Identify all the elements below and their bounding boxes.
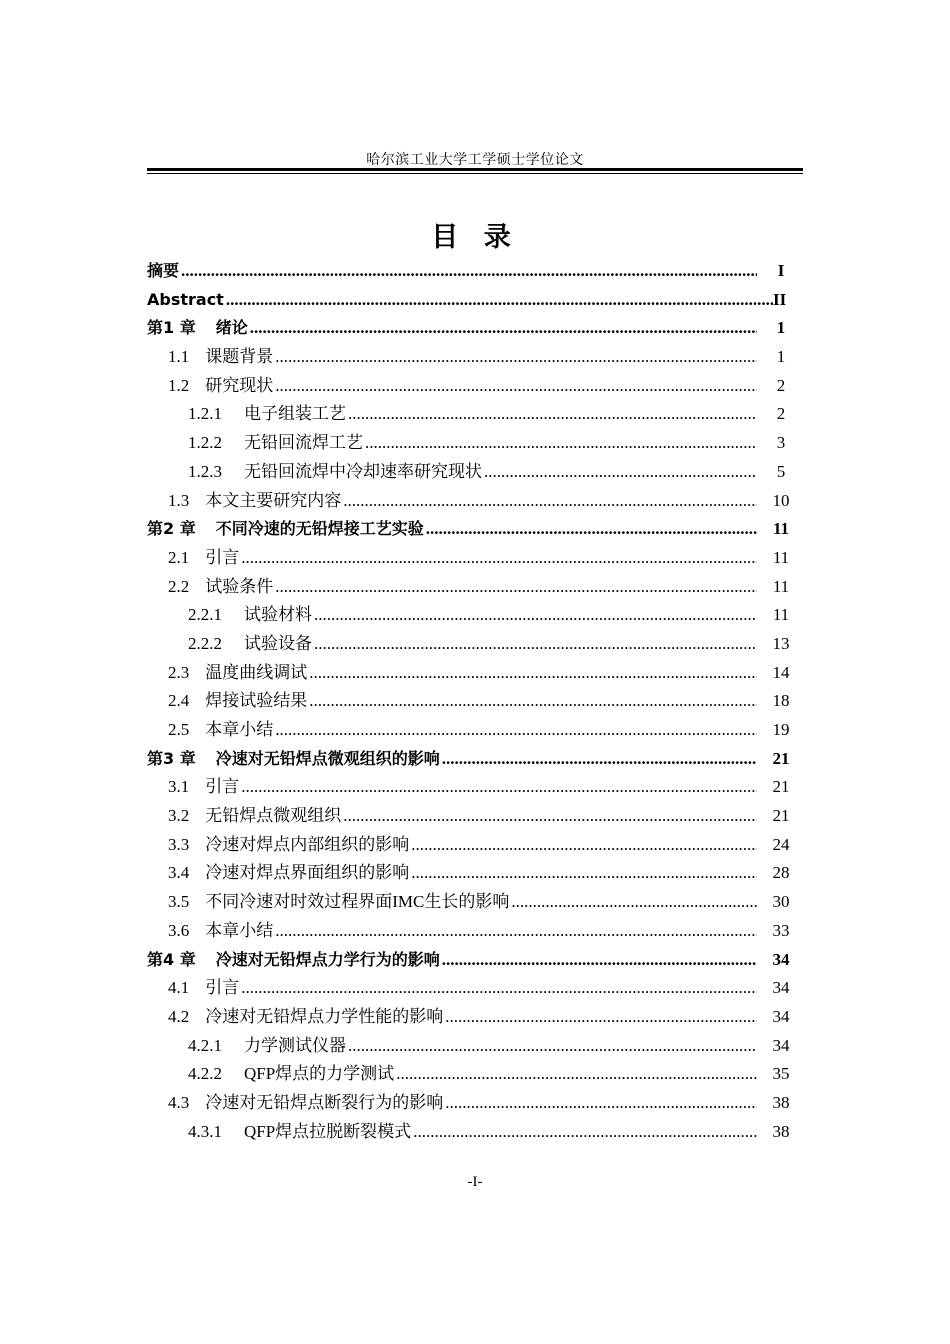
toc-entry-label: 无铅回流焊工艺 xyxy=(244,433,363,453)
toc-entry-number: 2.5 xyxy=(168,720,190,739)
toc-entry[interactable] xyxy=(147,372,803,401)
toc-leader-dots xyxy=(250,314,757,343)
toc-entry-label: 引言 xyxy=(205,978,240,998)
toc-entry-label: 冷速对无铅焊点微观组织的影响 xyxy=(215,748,440,768)
toc-entry-label: QFP焊点的力学测试 xyxy=(244,1064,395,1084)
toc-entry-page: 13 xyxy=(772,633,790,653)
toc-leader-dots xyxy=(226,286,773,315)
toc-entry-label: 研究现状 xyxy=(205,375,274,395)
toc-entry-page: 11 xyxy=(772,547,790,567)
toc-entry-number: 4.2.1 xyxy=(188,1035,222,1055)
toc-entry-number: 第4 章 xyxy=(147,949,196,969)
header-rule-thin xyxy=(147,173,803,174)
toc-entry-page: 21 xyxy=(772,777,790,797)
toc-entry[interactable] xyxy=(147,1118,803,1147)
toc-entry-page: 21 xyxy=(772,806,790,826)
toc-entry-number: 4.3.1 xyxy=(188,1121,222,1141)
toc-entry-label: 引言 xyxy=(205,547,240,567)
toc-entry-label: 无铅焊点微观组织 xyxy=(205,806,342,826)
toc-leader-dots xyxy=(275,917,757,946)
toc-entry-number: 4.3 xyxy=(168,1092,190,1112)
toc-entry-page: 21 xyxy=(772,748,790,768)
toc-entry[interactable] xyxy=(147,286,803,315)
toc-entry-number: 1.1 xyxy=(168,347,190,367)
toc-entry-number: 1.2.1 xyxy=(188,404,222,424)
toc-entry-number: 2.1 xyxy=(168,547,190,567)
toc-entry-number: 1.2.2 xyxy=(188,433,222,453)
toc-entry-number: 2.2 xyxy=(168,576,190,596)
toc-entry[interactable] xyxy=(147,831,803,860)
toc-entry-label: 本章小结 xyxy=(205,920,274,940)
toc-leader-dots xyxy=(442,946,757,975)
toc-leader-dots xyxy=(343,802,757,831)
toc-entry-page: 3 xyxy=(776,433,786,453)
toc-entry[interactable] xyxy=(147,802,803,831)
toc-entry-number: 2.2.2 xyxy=(188,633,222,653)
toc-entry-label: 课题背景 xyxy=(205,347,274,367)
toc-entry-page: 1 xyxy=(776,347,786,367)
toc-entry-number: 第3 章 xyxy=(147,748,196,768)
toc-entry-label: 不同冷速的无铅焊接工艺实验 xyxy=(215,519,424,539)
toc-entry[interactable] xyxy=(147,257,803,286)
toc-entry-label: 冷速对无铅焊点力学行为的影响 xyxy=(215,949,440,969)
toc-entry-label: 电子组装工艺 xyxy=(244,404,346,424)
toc-entry[interactable] xyxy=(147,314,803,343)
toc-entry-number: 4.1 xyxy=(168,978,190,998)
toc-entry[interactable] xyxy=(147,573,803,602)
toc-entry-page: I xyxy=(777,261,785,280)
toc-entry-label: 引言 xyxy=(205,777,240,797)
toc-entry[interactable] xyxy=(147,859,803,888)
toc-entry[interactable] xyxy=(147,773,803,802)
toc-entry-label: 力学测试仪器 xyxy=(244,1035,346,1055)
toc-entry[interactable] xyxy=(147,458,803,487)
toc-entry-number: 1.2.3 xyxy=(188,461,222,481)
toc-entry[interactable] xyxy=(147,687,803,716)
toc-leader-dots xyxy=(241,544,757,573)
toc-entry-page: 11 xyxy=(772,576,790,596)
toc-entry-label: 冷速对焊点内部组织的影响 xyxy=(205,834,410,854)
toc-entry-number: 第1 章 xyxy=(147,318,196,338)
toc-leader-dots xyxy=(445,1089,757,1118)
toc-leader-dots xyxy=(348,1032,757,1061)
toc-entry[interactable] xyxy=(147,974,803,1003)
toc-entry-page: 2 xyxy=(776,375,786,395)
toc-entry[interactable] xyxy=(147,429,803,458)
toc-leader-dots xyxy=(442,745,757,774)
toc-entry-label: 试验设备 xyxy=(244,633,312,653)
toc-entry-label: 摘要 xyxy=(147,261,180,280)
toc-leader-dots xyxy=(241,974,757,1003)
toc-entry[interactable] xyxy=(147,343,803,372)
toc-entry-label: 试验材料 xyxy=(244,605,312,625)
toc-entry[interactable] xyxy=(147,946,803,975)
toc-entry[interactable] xyxy=(147,1032,803,1061)
toc-entry-page: 34 xyxy=(772,1035,790,1055)
toc-leader-dots xyxy=(314,630,757,659)
toc-entry-label: 冷速对无铅焊点力学性能的影响 xyxy=(205,1006,444,1026)
toc-entry-page: 38 xyxy=(772,1121,790,1141)
toc-entry-page: 28 xyxy=(772,863,790,883)
toc-entry-number: 1.3 xyxy=(168,490,190,510)
toc-leader-dots xyxy=(396,1060,757,1089)
running-header: 哈尔滨工业大学工学硕士学位论文 xyxy=(366,153,584,168)
toc-entry[interactable] xyxy=(147,544,803,573)
toc-entry-label: 无铅回流焊中冷却速率研究现状 xyxy=(244,461,482,481)
toc-entry-number: 3.4 xyxy=(168,863,190,883)
toc-entry-number: 4.2 xyxy=(168,1006,190,1026)
toc-entry-label: 绪论 xyxy=(215,318,248,338)
toc-entry-page: 10 xyxy=(772,490,790,510)
toc-entry-page: 11 xyxy=(772,605,790,625)
toc-entry-number: 3.3 xyxy=(168,834,190,854)
toc-entry-number: 3.6 xyxy=(168,920,190,940)
toc-entry[interactable] xyxy=(147,716,803,745)
toc-leader-dots xyxy=(411,859,757,888)
toc-entry-page: 34 xyxy=(772,949,790,969)
toc-leader-dots xyxy=(309,687,757,716)
toc-leader-dots xyxy=(348,400,757,429)
toc-entry-page: 14 xyxy=(772,662,790,682)
toc-leader-dots xyxy=(445,1003,757,1032)
toc-entry-page: 35 xyxy=(772,1064,790,1084)
toc-entry-label: 冷速对无铅焊点断裂行为的影响 xyxy=(205,1092,444,1112)
toc-entry-page: 19 xyxy=(772,720,790,739)
toc-entry[interactable] xyxy=(147,601,803,630)
toc-entry-number: 第2 章 xyxy=(147,519,196,539)
toc-entry[interactable] xyxy=(147,888,803,917)
toc-entry-number: 1.2 xyxy=(168,375,190,395)
toc-entry-number: 4.2.2 xyxy=(188,1064,222,1084)
toc-leader-dots xyxy=(511,888,757,917)
toc-entry[interactable] xyxy=(147,659,803,688)
toc-leader-dots xyxy=(484,458,757,487)
toc-entry[interactable] xyxy=(147,1060,803,1089)
page-number: -I- xyxy=(467,1174,483,1190)
toc-leader-dots xyxy=(241,773,757,802)
toc-leader-dots xyxy=(411,831,757,860)
toc-leader-dots xyxy=(275,716,757,745)
toc-entry-label: 不同冷速对时效过程界面IMC生长的影响 xyxy=(205,892,510,912)
toc-entry-label: QFP焊点拉脱断裂模式 xyxy=(244,1121,412,1141)
toc-entry[interactable] xyxy=(147,630,803,659)
toc-entry-page: 1 xyxy=(776,318,786,338)
toc-entry[interactable] xyxy=(147,745,803,774)
toc-entry[interactable] xyxy=(147,1089,803,1118)
toc-entry[interactable] xyxy=(147,487,803,516)
toc-leader-dots xyxy=(275,372,757,401)
toc-entry-page: 18 xyxy=(772,691,790,711)
toc-entry-page: 5 xyxy=(776,461,786,481)
toc-entry[interactable] xyxy=(147,1003,803,1032)
toc-entry-label: 本章小结 xyxy=(205,720,274,739)
toc-leader-dots xyxy=(309,659,757,688)
toc-title: 目 录 xyxy=(431,222,519,253)
toc-leader-dots xyxy=(343,487,757,516)
toc-entry-number: 2.2.1 xyxy=(188,605,222,625)
toc-leader-dots xyxy=(314,601,757,630)
toc-leader-dots xyxy=(426,515,757,544)
toc-entry-label: 冷速对焊点界面组织的影响 xyxy=(205,863,410,883)
toc-entry-number: 3.2 xyxy=(168,806,190,826)
toc-leader-dots xyxy=(275,573,757,602)
toc-leader-dots xyxy=(181,257,757,286)
toc-entry-page: 33 xyxy=(772,920,790,940)
toc-entry-number: 2.4 xyxy=(168,691,190,711)
toc-entry-number: 2.3 xyxy=(168,662,190,682)
toc-entry-label: 本文主要研究内容 xyxy=(205,490,342,510)
toc-entry-page: II xyxy=(773,289,787,309)
toc-entry-page: 24 xyxy=(772,834,790,854)
toc-entry-label: 试验条件 xyxy=(205,576,274,596)
toc-entry-page: 38 xyxy=(772,1092,790,1112)
table-of-contents xyxy=(147,257,803,1146)
toc-entry[interactable] xyxy=(147,515,803,544)
toc-leader-dots xyxy=(275,343,757,372)
toc-entry-label: 温度曲线调试 xyxy=(205,662,308,682)
toc-leader-dots xyxy=(413,1118,757,1147)
toc-entry-label: 焊接试验结果 xyxy=(205,691,308,711)
toc-leader-dots xyxy=(365,429,757,458)
header-rule-thick xyxy=(147,168,803,171)
toc-entry-page: 11 xyxy=(772,519,790,539)
toc-entry-number: 3.1 xyxy=(168,777,190,797)
toc-entry-page: 30 xyxy=(772,892,790,912)
toc-entry[interactable] xyxy=(147,400,803,429)
toc-entry[interactable] xyxy=(147,917,803,946)
toc-entry-page: 34 xyxy=(772,1006,790,1026)
toc-entry-number: 3.5 xyxy=(168,892,190,912)
toc-entry-page: 34 xyxy=(772,978,790,998)
toc-entry-label: Abstract xyxy=(147,289,224,309)
toc-entry-page: 2 xyxy=(776,404,786,424)
